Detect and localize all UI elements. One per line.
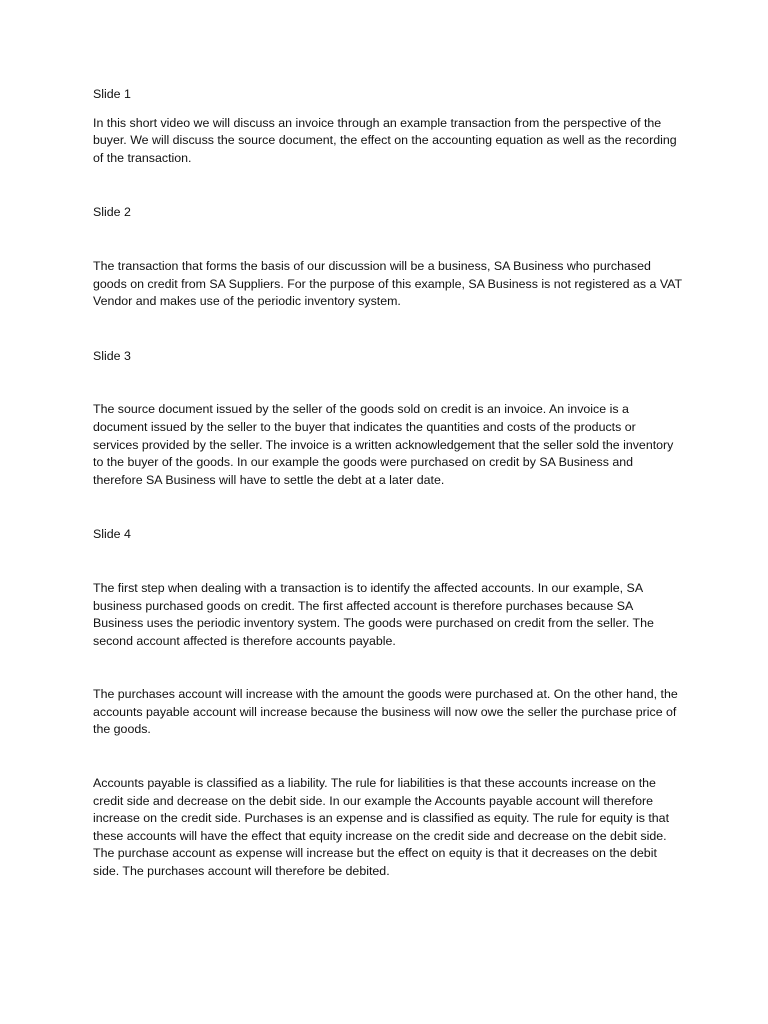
slide-3-heading: Slide 3 — [93, 348, 131, 363]
slide-1-paragraph-1: In this short video we will discuss an invoice through an example transaction from the perspective of the buyer. We will discuss the source document, the effect on the accounting equation as well as the recording of the transaction. — [93, 115, 677, 165]
slide-4-paragraph-1: The first step when dealing with a transaction is to identify the affected accounts. In our example, SA business purchased goods on credit. The first affected account is therefore purchases because SA Business uses the periodic inventory system. The goods were purchased on credit from the seller. The second account affected is therefore accounts payable. — [93, 580, 654, 648]
slide-1-heading: Slide 1 — [93, 87, 131, 101]
document-page — [93, 86, 683, 881]
slide-3-paragraph-1: The source document issued by the seller of the goods sold on credit is an invoice. An invoice is a document issued by the seller to the buyer that indicates the quantities and costs of the products or services provided by the seller. The invoice is a written acknowledgement that the seller sold the inventory to the buyer of the goods. In our example the goods were purchased on credit by SA Business and therefore SA Business will have to settle the debt at a later date. — [93, 402, 674, 487]
slide-4-heading: Slide 4 — [93, 527, 131, 542]
slide-2-paragraph-1: The transaction that forms the basis of our discussion will be a business, SA Business who purchased goods on credit from SA Suppliers. For the purpose of this example, SA Business is not registered as a VAT Vendor and makes use of the periodic inventory system. — [93, 258, 682, 309]
slide-4-paragraph-2: The purchases account will increase with the amount the goods were purchased at. On the other hand, the accounts payable account will increase because the business will now owe the seller the purchase price of the goods. — [93, 687, 678, 737]
slide-4-paragraph-3: Accounts payable is classified as a liability. The rule for liabilities is that these accounts increase on the credit side and decrease on the debit side. In our example the Accounts payable account will therefore increase on the credit side. Purchases is an expense and is classified as equity. The rule for equity is that these accounts will have the effect that equity increase on the credit side and decrease on the debit side. The purchase account as expense will increase but the effect on equity is that it decreases on the debit side. The purchases account will therefore be debited. — [93, 776, 670, 879]
slide-2-heading: Slide 2 — [93, 205, 131, 220]
